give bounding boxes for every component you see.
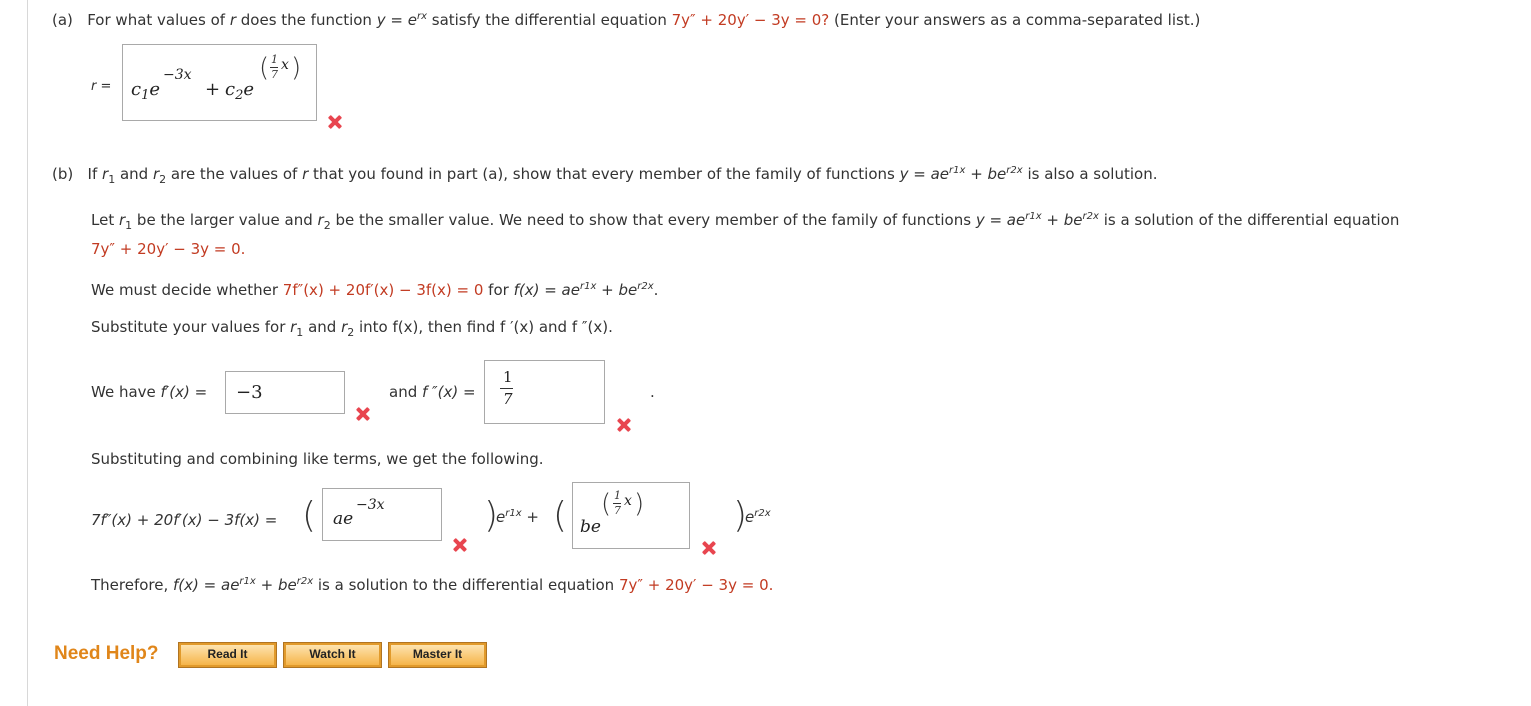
substitute-instruction: Substitute your values for $r_1$ and $r_2$ into f(x), then find f ′(x) and f ″(x).	[91, 318, 613, 339]
decide-statement: We must decide whether 7f″(x) + 20f′(x) − 3f(x) = 0 for $f(x) = ae^{r1x} + be^{r2x}$.	[91, 281, 659, 299]
combined-lhs: 7f″(x) + 20f′(x) − 3f(x) =	[91, 511, 278, 529]
coefficient-input-1[interactable]: ae −3x	[322, 488, 442, 541]
therefore-statement: Therefore, $f(x) = ae^{r1x} + be^{r2x}$ is a solution to the differential equation 7y″ + 20y′ − 3y = 0.	[91, 576, 774, 594]
part-a-question: (a) For what values of r does the function $y = e^{rx}$ satisfy the differential equation 7y″ + 20y′ − 3y = 0? (Enter your answers as a comma-separated list.)	[52, 11, 1201, 29]
incorrect-mark-icon	[451, 536, 469, 554]
watch-it-button[interactable]: Watch It	[284, 643, 381, 667]
substituting-text: Substituting and combining like terms, we get the following.	[91, 450, 544, 468]
r-answer-label: r =	[91, 79, 112, 94]
content-frame-border	[27, 0, 28, 706]
fprime-input[interactable]: −3	[225, 371, 345, 414]
incorrect-mark-icon	[615, 416, 633, 434]
need-help-label: Need Help?	[54, 643, 159, 664]
incorrect-mark-icon	[326, 113, 344, 131]
fprime-label: We have f′(x) =	[91, 383, 208, 401]
read-it-button[interactable]: Read It	[179, 643, 276, 667]
master-it-button[interactable]: Master It	[389, 643, 486, 667]
fdouble-input[interactable]: 1 7	[484, 360, 605, 424]
r-answer-input[interactable]: $c_1e$ −3x + $c_2e$ ( 1 7 x )	[122, 44, 317, 121]
let-statement: Let $r_1$ be the larger value and $r_2$ be the smaller value. We need to show that every member of the family of functions $y = ae^{r1x} + be^{r2x}$ is a solution of the differential equation	[91, 211, 1400, 232]
fdouble-label: and f ″(x) =	[389, 383, 476, 401]
period: .	[650, 383, 655, 401]
part-b-question: (b) If $r_1$ and $r_2$ are the values of r that you found in part (a), show that every member of the family of functions $y = ae^{r1x} + be^{r2x}$ is also a solution.	[52, 165, 1158, 186]
coefficient-input-2[interactable]: be ( 1 7 x )	[572, 482, 690, 549]
differential-equation: 7y″ + 20y′ − 3y = 0.	[91, 240, 246, 258]
incorrect-mark-icon	[354, 405, 372, 423]
incorrect-mark-icon	[700, 539, 718, 557]
